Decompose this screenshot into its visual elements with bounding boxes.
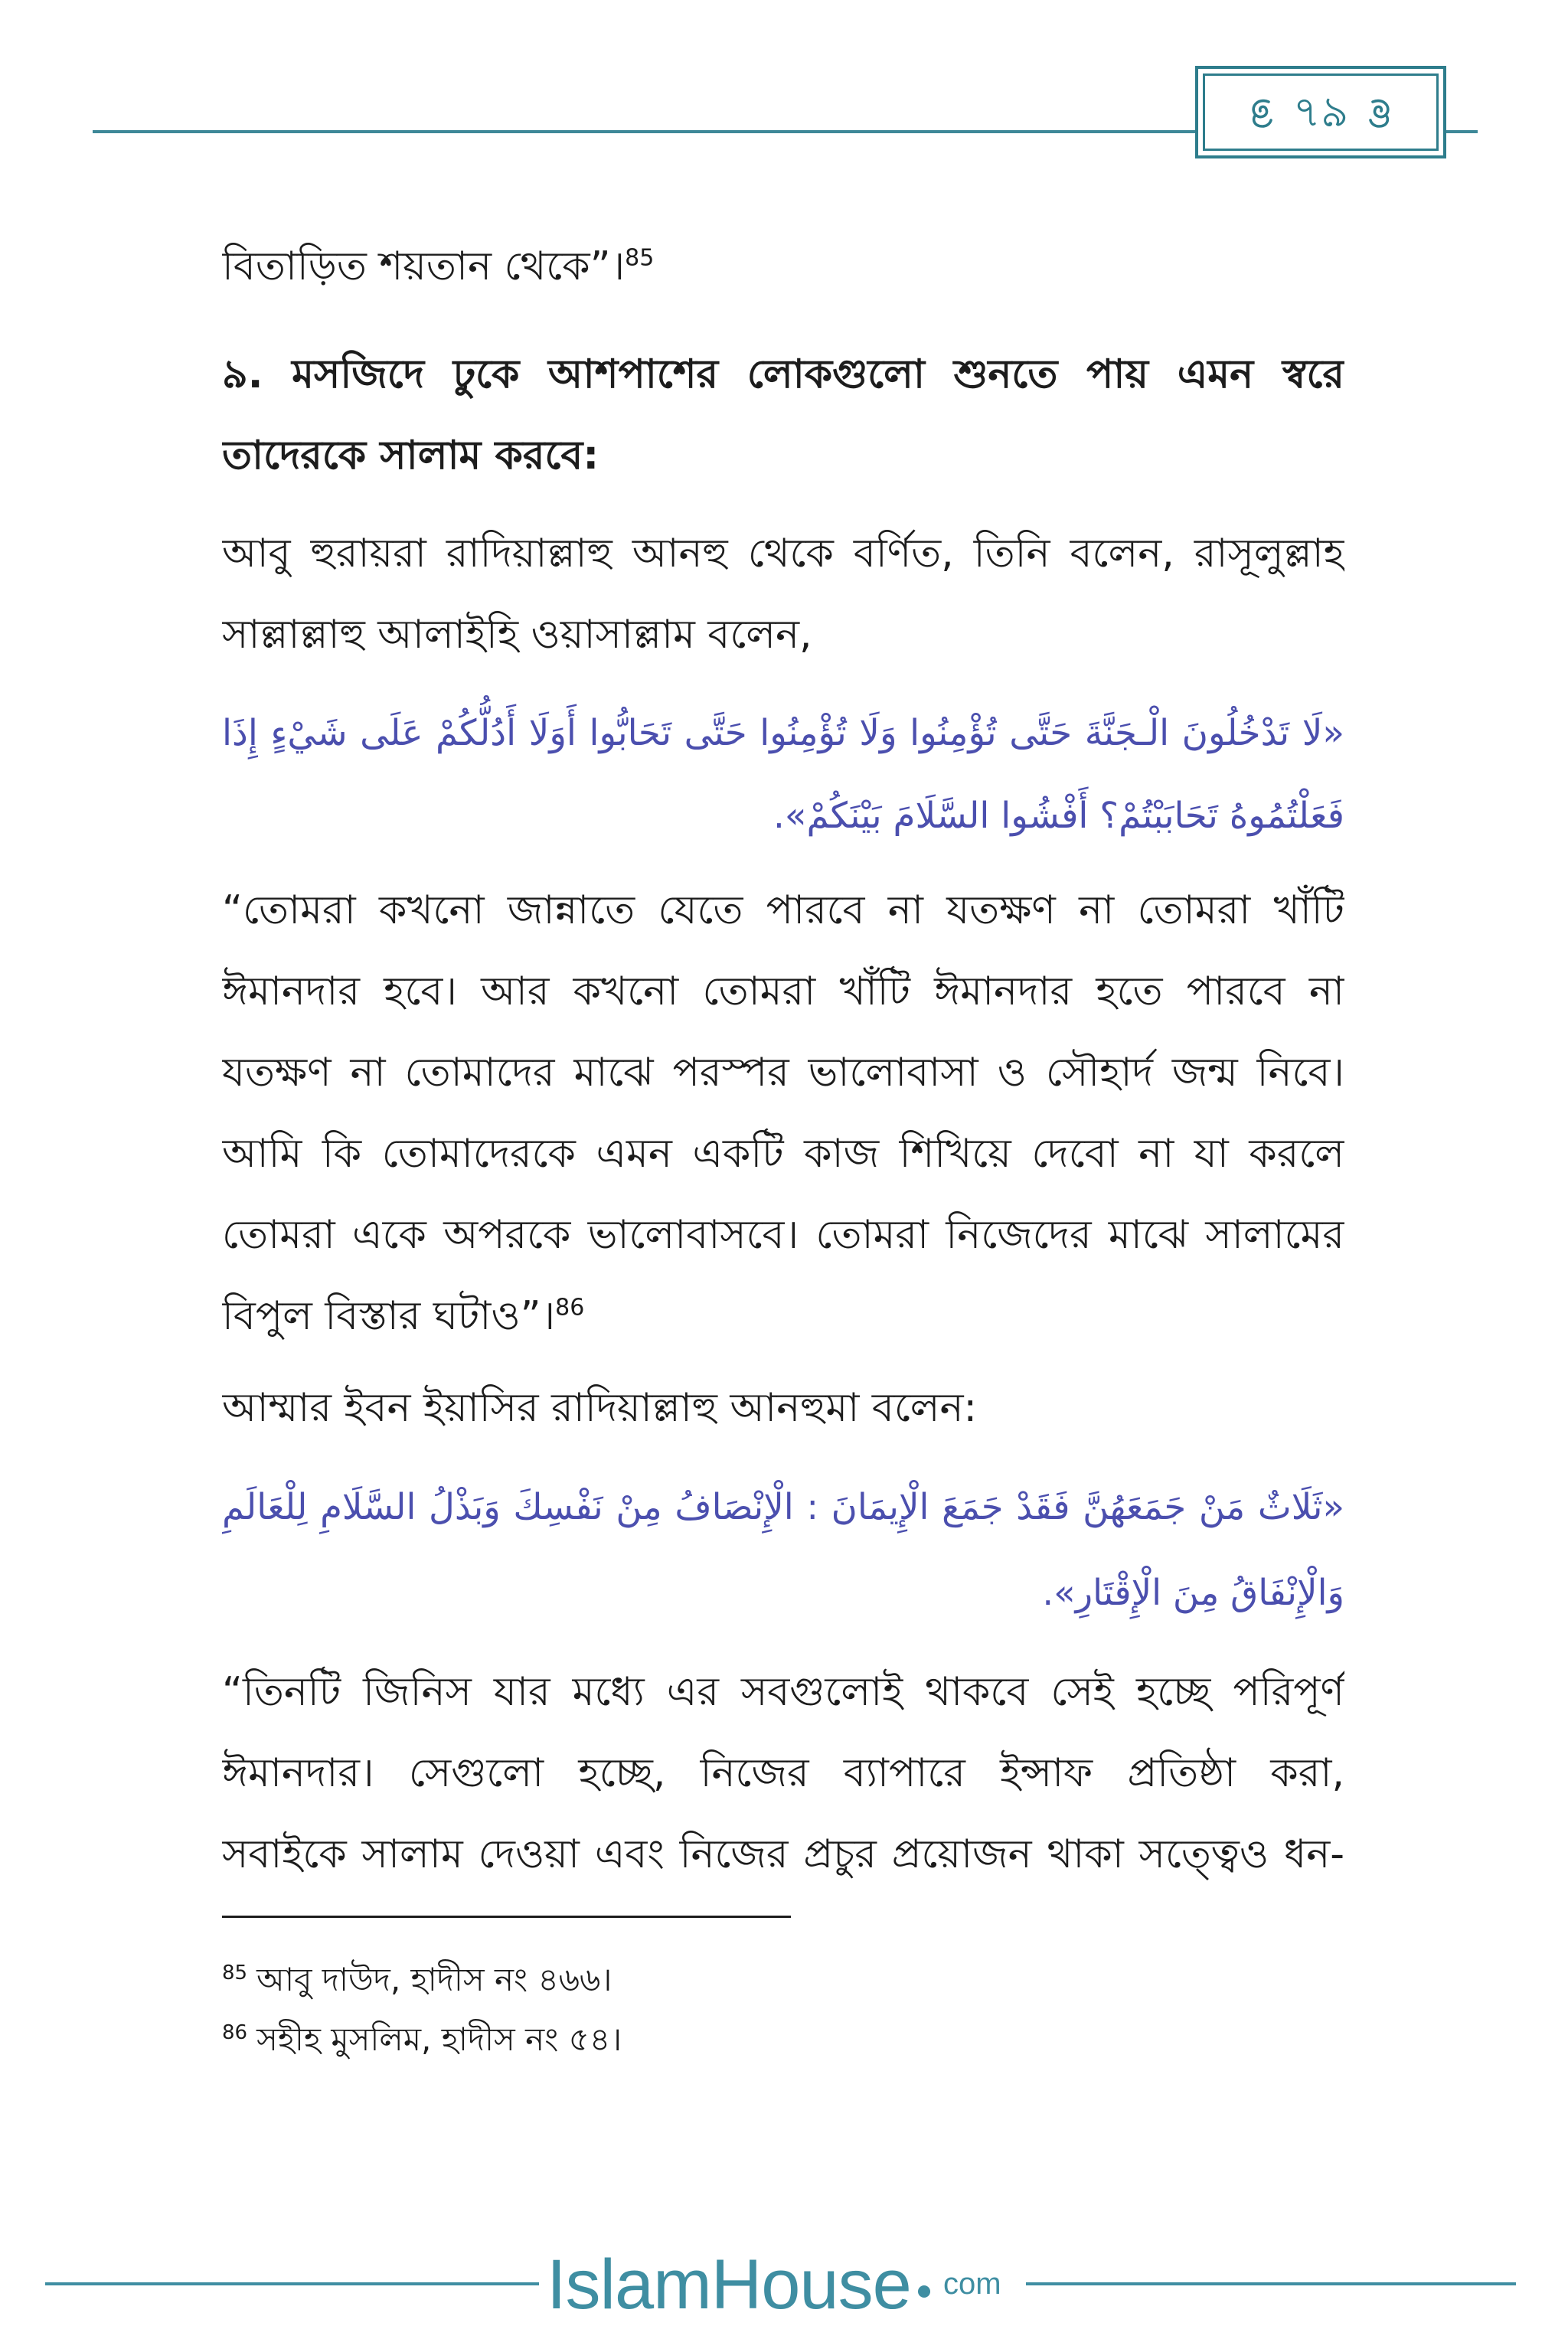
- heading-line: তাদেরকে সালাম করবে:: [222, 433, 599, 479]
- footnote-ref: 85: [625, 244, 655, 272]
- continuation-text: বিতাড়িত শয়তান থেকে”।: [222, 243, 626, 289]
- footer-brand: IslamHouse: [547, 2246, 911, 2324]
- footnote: [222, 1950, 1344, 2010]
- narration-paragraph: [222, 1367, 1344, 1449]
- body-text: [222, 226, 1344, 1895]
- translation-line: সবাইকে সালাম দেওয়া এবং নিজের প্রচুর প্রয়োজন থাকা সত্ত্বেও ধন-: [222, 1831, 1344, 1877]
- arabic-line: فَعَلْتُمُوهُ تَحَابَبْتُمْ؟ أَفْشُوا السَّلَامَ بَيْنَكُمْ».: [773, 795, 1344, 837]
- translation-line: আমি কি তোমাদেরকে এমন একটি কাজ শিখিয়ে দেবো না যা করলে: [222, 1131, 1344, 1177]
- section-heading: [222, 334, 1344, 496]
- hadith-arabic-text: [222, 692, 1344, 858]
- footnotes: [222, 1950, 1344, 2069]
- footer-rule-left: [45, 2282, 539, 2285]
- narration-line: আম্মার ইবন ইয়াসির রাদিয়াল্লাহু আনহুমা বলেন:: [222, 1385, 978, 1431]
- hadith-translation: [222, 870, 1344, 1357]
- page-number-box: [1195, 66, 1446, 158]
- translation-line: ঈমানদার হবে। আর কখনো তোমরা খাঁটি ঈমানদার হতে পারবে না: [222, 969, 1344, 1014]
- translation-line: “তিনটি জিনিস যার মধ্যে এর সবগুলোই থাকবে সেই হচ্ছে পরিপূর্ণ: [222, 1669, 1344, 1715]
- narration-paragraph: [222, 513, 1344, 675]
- translation-line: “তোমরা কখনো জান্নাতে যেতে পারবে না যতক্ষণ না তোমরা খাঁটি: [222, 887, 1344, 933]
- narration-line: সাল্লাল্লাহু আলাইহি ওয়াসাল্লাম বলেন,: [222, 612, 812, 658]
- footnote-ref: 86: [555, 1294, 585, 1321]
- footer-domain: com: [943, 2267, 1001, 2301]
- floral-ornament-left-icon: [1246, 95, 1276, 130]
- arabic-line: وَالْإِنْفَاقُ مِنَ الْإِقْتَارِ».: [1042, 1572, 1344, 1613]
- footnote-separator: [222, 1916, 791, 1918]
- heading-line: ৯. মসজিদে ঢুকে আশপাশের লোকগুলো শুনতে পায় এমন স্বরে: [222, 351, 1344, 397]
- dot-icon: [918, 2285, 930, 2298]
- translation-line: যতক্ষণ না তোমাদের মাঝে পরস্পর ভালোবাসা ও সৌহার্দ জন্ম নিবে।: [222, 1050, 1344, 1096]
- hadith-arabic-text: [222, 1464, 1344, 1635]
- footnote-text: আবু দাউদ, হাদীস নং ৪৬৬।: [256, 1961, 612, 1998]
- translation-line: [222, 1276, 1344, 1357]
- footnote-number: 86: [222, 2021, 248, 2044]
- footnote: [222, 2010, 1344, 2069]
- arabic-line: «ثَلَاثٌ مَنْ جَمَعَهُنَّ فَقَدْ جَمَعَ الْإِيمَانَ : الْإِنْصَافُ مِنْ نَفْسِكَ وَبَذْلُ السَّلَامِ لِلْعَالَمِ: [222, 1486, 1344, 1527]
- page-number: ৭৯: [1292, 87, 1349, 137]
- footnote-text: সহীহ মুসলিম, হাদীস নং ৫৪।: [256, 2020, 622, 2058]
- arabic-line: «لَا تَدْخُلُونَ الْـجَنَّةَ حَتَّى تُؤْمِنُوا وَلَا تُؤْمِنُوا حَتَّى تَحَابُّوا أَوَلَا أَدُلُّكُمْ عَلَى شَيْءٍ إِذَا: [222, 713, 1344, 754]
- translation-line: ঈমানদার। সেগুলো হচ্ছে, নিজের ব্যাপারে ইন্সাফ প্রতিষ্ঠা করা,: [222, 1750, 1344, 1796]
- hadith-translation: [222, 1651, 1344, 1895]
- translation-line: তোমরা একে অপরকে ভালোবাসবে। তোমরা নিজেদের মাঝে সালামের: [222, 1212, 1344, 1258]
- narration-line: আবু হুরায়রা রাদিয়াল্লাহু আনহু থেকে বর্ণিত, তিনি বলেন, রাসূলুল্লাহ: [222, 531, 1344, 577]
- page-number-frame: [1203, 74, 1439, 151]
- continuation-paragraph: [222, 226, 1344, 307]
- footnote-number: 85: [222, 1962, 248, 1984]
- footer-rule-right: [1026, 2282, 1516, 2285]
- continuation-line: [222, 226, 1344, 307]
- floral-ornament-right-icon: [1365, 95, 1396, 130]
- translation-text: বিপুল বিস্তার ঘটাও”।: [222, 1293, 556, 1339]
